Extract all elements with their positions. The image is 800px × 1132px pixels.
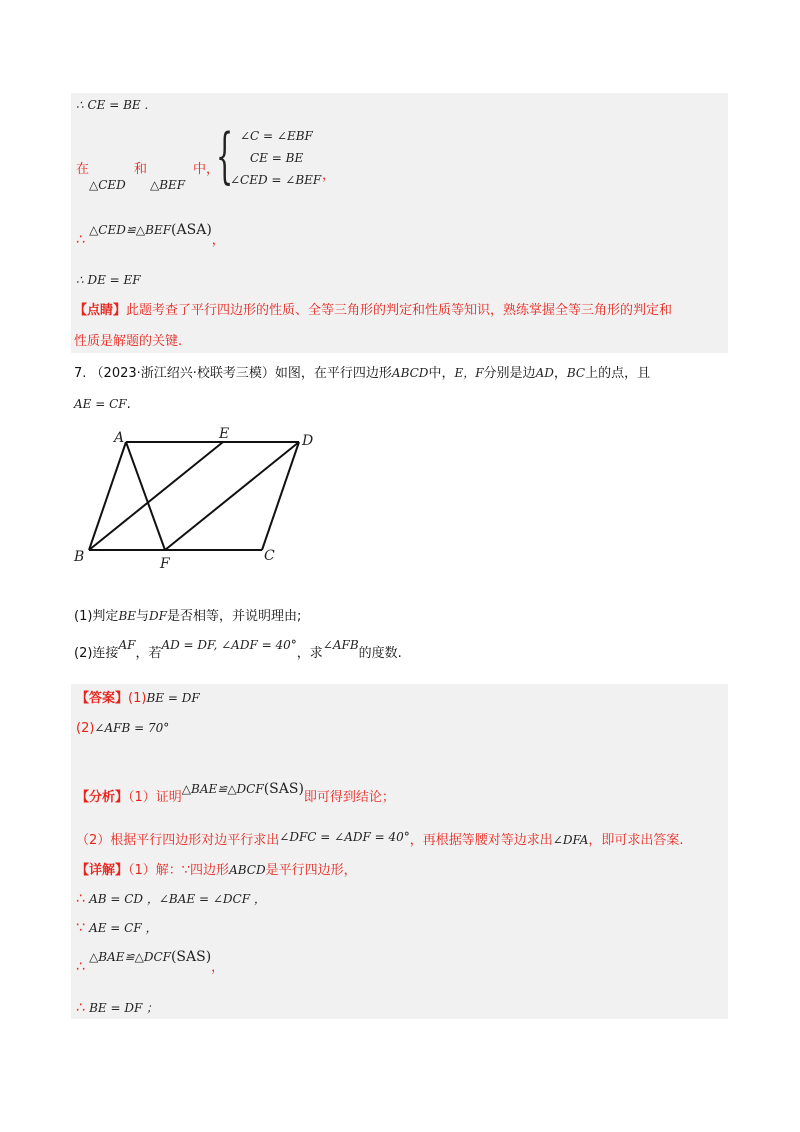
system-comma: ， — [322, 168, 336, 183]
line-de-ef: ∴ DE = EF — [76, 273, 141, 287]
analysis-line-2: （2）根据平行四边形对边平行求出∠DFC = ∠ADF = 40°，再根据等腰对等边求出∠DFA，即可求出答案. — [76, 830, 684, 848]
segment-af — [126, 442, 165, 550]
zhong-label: 中， — [193, 162, 220, 177]
label-a: A — [114, 430, 125, 446]
line-ce-be: ∴ CE = BE . — [76, 98, 149, 112]
detail-line-5: ∴ BE = DF ； — [76, 1000, 159, 1016]
label-f: F — [160, 556, 170, 572]
system-eq-1: ∠C = ∠EBF — [240, 129, 313, 143]
answer-line-2: (2)∠AFB = 70° — [76, 721, 170, 736]
system-brace: { — [216, 121, 234, 191]
analysis-line-1: 【分析】（1）证明△BAE≌△DCF(SAS)即可得到结论； — [76, 781, 395, 805]
triangle-bef-label: △BEF — [150, 178, 186, 192]
system-eq-2: CE = BE — [250, 151, 304, 165]
segment-df — [165, 442, 299, 550]
dianjing-line-2: 性质是解题的关键. — [74, 334, 183, 349]
solution-block-bottom — [71, 684, 728, 1019]
problem-7-line-2: AE = CF. — [74, 397, 131, 412]
side-ab — [89, 442, 126, 550]
detail-line-3: ∵ AE = CF ， — [76, 920, 158, 936]
system-eq-3: ∠CED = ∠BEF — [230, 173, 322, 187]
detail-line-2: ∴ AB = CD ，∠BAE = ∠DCF ， — [76, 891, 266, 907]
problem-7-line-1: 7. （2023·浙江绍兴·校联考三模）如图，在平行四边形ABCD中，E，F分别是边AD，BC上的点，且 — [74, 366, 651, 381]
parallelogram-figure — [70, 425, 330, 575]
triangle-ced-label: △CED — [89, 178, 126, 192]
in-label: 在 — [76, 162, 90, 177]
label-e: E — [219, 426, 230, 442]
label-c: C — [264, 548, 275, 564]
dianjing-line-1: 【点睛】此题考查了平行四边形的性质、全等三角形的判定和性质等知识，熟练掌握全等三角形的判定和 — [74, 303, 673, 318]
congruence-asa-line: ∴ △CED≌△BEF(ASA)， — [76, 222, 225, 248]
label-d: D — [302, 433, 314, 449]
side-dc — [262, 442, 299, 550]
detail-line-4: ∴ △BAE≌△DCF(SAS)， — [76, 949, 225, 975]
question-1: (1)判定BE与DF是否相等，并说明理由; — [74, 609, 302, 624]
label-b: B — [74, 549, 85, 565]
answer-line-1: 【答案】(1)BE = DF — [76, 691, 200, 706]
segment-be — [89, 442, 223, 550]
question-2: (2)连接AF，若AD = DF, ∠ADF = 40°，求∠AFB的度数. — [74, 638, 402, 661]
and-label: 和 — [134, 162, 148, 177]
detail-line-1: 【详解】（1）解：∵四边形ABCD是平行四边形， — [76, 863, 357, 878]
